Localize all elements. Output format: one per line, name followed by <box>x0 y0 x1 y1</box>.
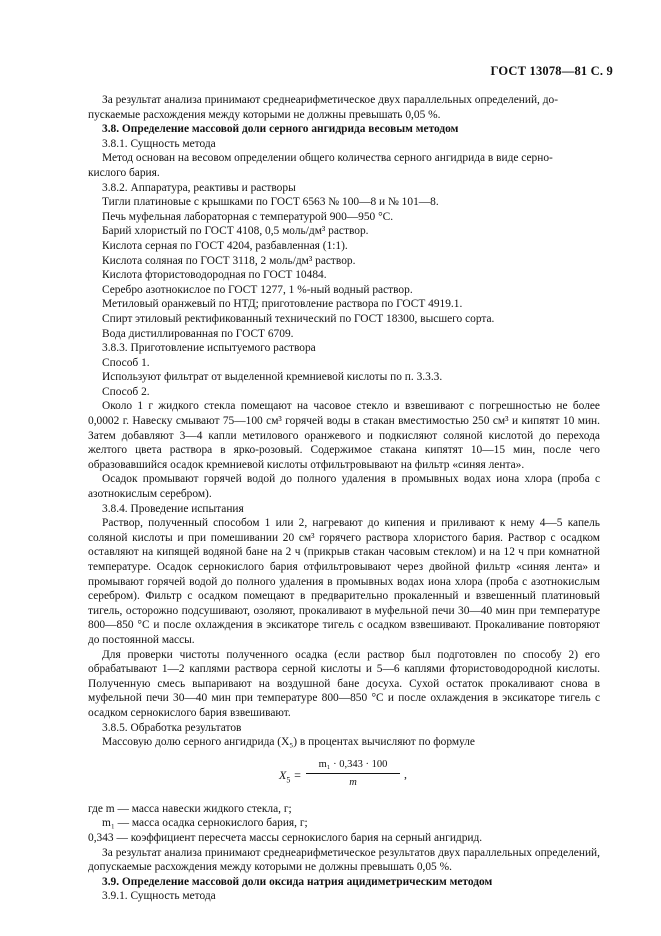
list-item: Барий хлористый по ГОСТ 4108, 0,5 моль/дм³ раствор. <box>102 225 369 238</box>
section-heading: 3.9. Определение массовой доли оксида натрия ацидиметрическим методом <box>102 875 493 888</box>
definition-line: 0,343 — коэффициент пересчета массы сернокислого бария на серный ангидрид. <box>88 831 483 844</box>
paragraph: Около 1 г жидкого стекла помещают на часовое стекло и взвешивают с погрешностью не более 0,0002 г. Навеску смывают 75—100 см³ горячей воды в стакан вместимостью 250 см³ и кипятят 10 мин. Затем добавляют 3—4 капли метилового оранжевого и подкисляют соляной кислотой до перехода желтого цвета раствора в ярко-розовый. Содержимое стакана кипятят 10—15 мин, после чего образовавшийся осадок кремниевой кислоты отфильтровывают на фильтр «синяя лента». <box>88 400 600 471</box>
formula-numerator: m₁ · 0,343 · 100 <box>306 758 400 775</box>
paragraph: Метод основан на весовом определении общего количества серного ангидрида в виде серно- <box>102 152 553 165</box>
paragraph: Используют фильтрат от выделенной кремниевой кислоты по п. 3.3.3. <box>102 371 443 384</box>
paragraph: За результат анализа принимают среднеарифметическое результатов двух параллельных определений, допускаемые расхождения между которыми не должны превышать 0,05 %. <box>88 846 600 874</box>
subsection-heading: 3.8.4. Проведение испытания <box>102 502 244 515</box>
method-label: Способ 1. <box>102 356 150 369</box>
subsection-heading: 3.8.3. Приготовление испытуемого раствора <box>102 342 316 355</box>
subsection-heading: 3.8.5. Обработка результатов <box>102 721 242 734</box>
list-item: Кислота фтористоводородная по ГОСТ 10484. <box>102 269 327 282</box>
formula-denominator: m <box>349 777 357 789</box>
paragraph: кислого бария. <box>88 166 160 179</box>
subsection-heading: 3.8.1. Сущность метода <box>102 137 216 150</box>
formula <box>88 752 600 802</box>
formula-comma: , <box>404 766 407 781</box>
paragraph: Для проверки чистоты полученного осадка (если раствор был подготовлен по способу 2) его обрабатывают 1—2 каплями раствора серной кислоты и 5—6 каплями фтористоводородной кислоты. Полученную смесь выпаривают на воздушной бане досуха. Сухой остаток прокаливают снова в муфельной печи 30—40 мин при температуре 800—850 °С и после охлаждения в эксикаторе тигель с осадком сернокислого бария взвешивают. <box>88 648 600 719</box>
list-item: Вода дистиллированная по ГОСТ 6709. <box>102 327 294 340</box>
list-item: Серебро азотнокислое по ГОСТ 1277, 1 %-ный водный раствор. <box>102 283 413 296</box>
method-label: Способ 2. <box>102 385 150 398</box>
paragraph: За результат анализа принимают среднеарифметическое двух параллельных определений, до- <box>102 94 559 106</box>
list-item: Спирт этиловый ректификованный технический по ГОСТ 18300, высшего сорта. <box>102 312 495 325</box>
list-item: Метиловый оранжевый по НТД; приготовление раствора по ГОСТ 4919.1. <box>102 298 463 311</box>
paragraph: Осадок промывают горячей водой до полного удаления в промывных водах иона хлора (проба с азотнокислым серебром). <box>88 473 600 501</box>
paragraph: Массовую долю серного ангидрида (X₅) в процентах вычисляют по формуле <box>102 736 475 749</box>
subsection-heading: 3.8.2. Аппаратура, реактивы и растворы <box>102 181 296 194</box>
list-item: Кислота серная по ГОСТ 4204, разбавленная (1:1). <box>102 239 348 252</box>
document-body <box>88 93 600 904</box>
paragraph: пускаемые расхождения между которыми не должны превышать 0,05 %. <box>88 108 441 121</box>
formula-lhs: $X_5$ = <box>279 767 302 785</box>
page-header: ГОСТ 13078—81 С. 9 <box>490 64 613 78</box>
section-heading: 3.8. Определение массовой доли серного ангидрида весовым методом <box>102 123 459 136</box>
paragraph: Раствор, полученный способом 1 или 2, нагревают до кипения и приливают к нему 4—5 капель соляной кислоты и при помешивании 20 см³ горячего раствора хлористого бария. Раствор с осадком оставляют на кипящей водяной бане на 2 ч (прикрыв стакан часовым стеклом) и на 12 ч при комнатной температуре. Осадок сернокислого бария отфильтровывают через двойной фильтр «синяя лента» и промывают горячей водой до полного удаления в промывных водах иона хлора (проба с азотнокислым серебром). Фильтр с осадком помещают в предварительно прокаленный и взвешенный платиновый тигель, осторожно подсушивают, озоляют, прокаливают в муфельной печи 30—40 мин при температуре 800—850 °С и после охлаждения в эксикаторе тигель с осадком взвешивают. Прокаливание повторяют до постоянной массы. <box>88 517 600 646</box>
definition-line: где m — масса навески жидкого стекла, г; <box>88 802 292 815</box>
list-item: Печь муфельная лабораторная с температурой 900—950 °С. <box>102 210 394 223</box>
list-item: Кислота соляная по ГОСТ 3118, 2 моль/дм³ раствор. <box>102 254 356 267</box>
list-item: Тигли платиновые с крышками по ГОСТ 6563 № 100—8 и № 101—8. <box>102 196 439 209</box>
definition-line: m₁ — масса осадка сернокислого бария, г; <box>102 817 308 830</box>
formula-fraction <box>306 758 400 791</box>
subsection-heading: 3.9.1. Сущность метода <box>102 890 216 903</box>
